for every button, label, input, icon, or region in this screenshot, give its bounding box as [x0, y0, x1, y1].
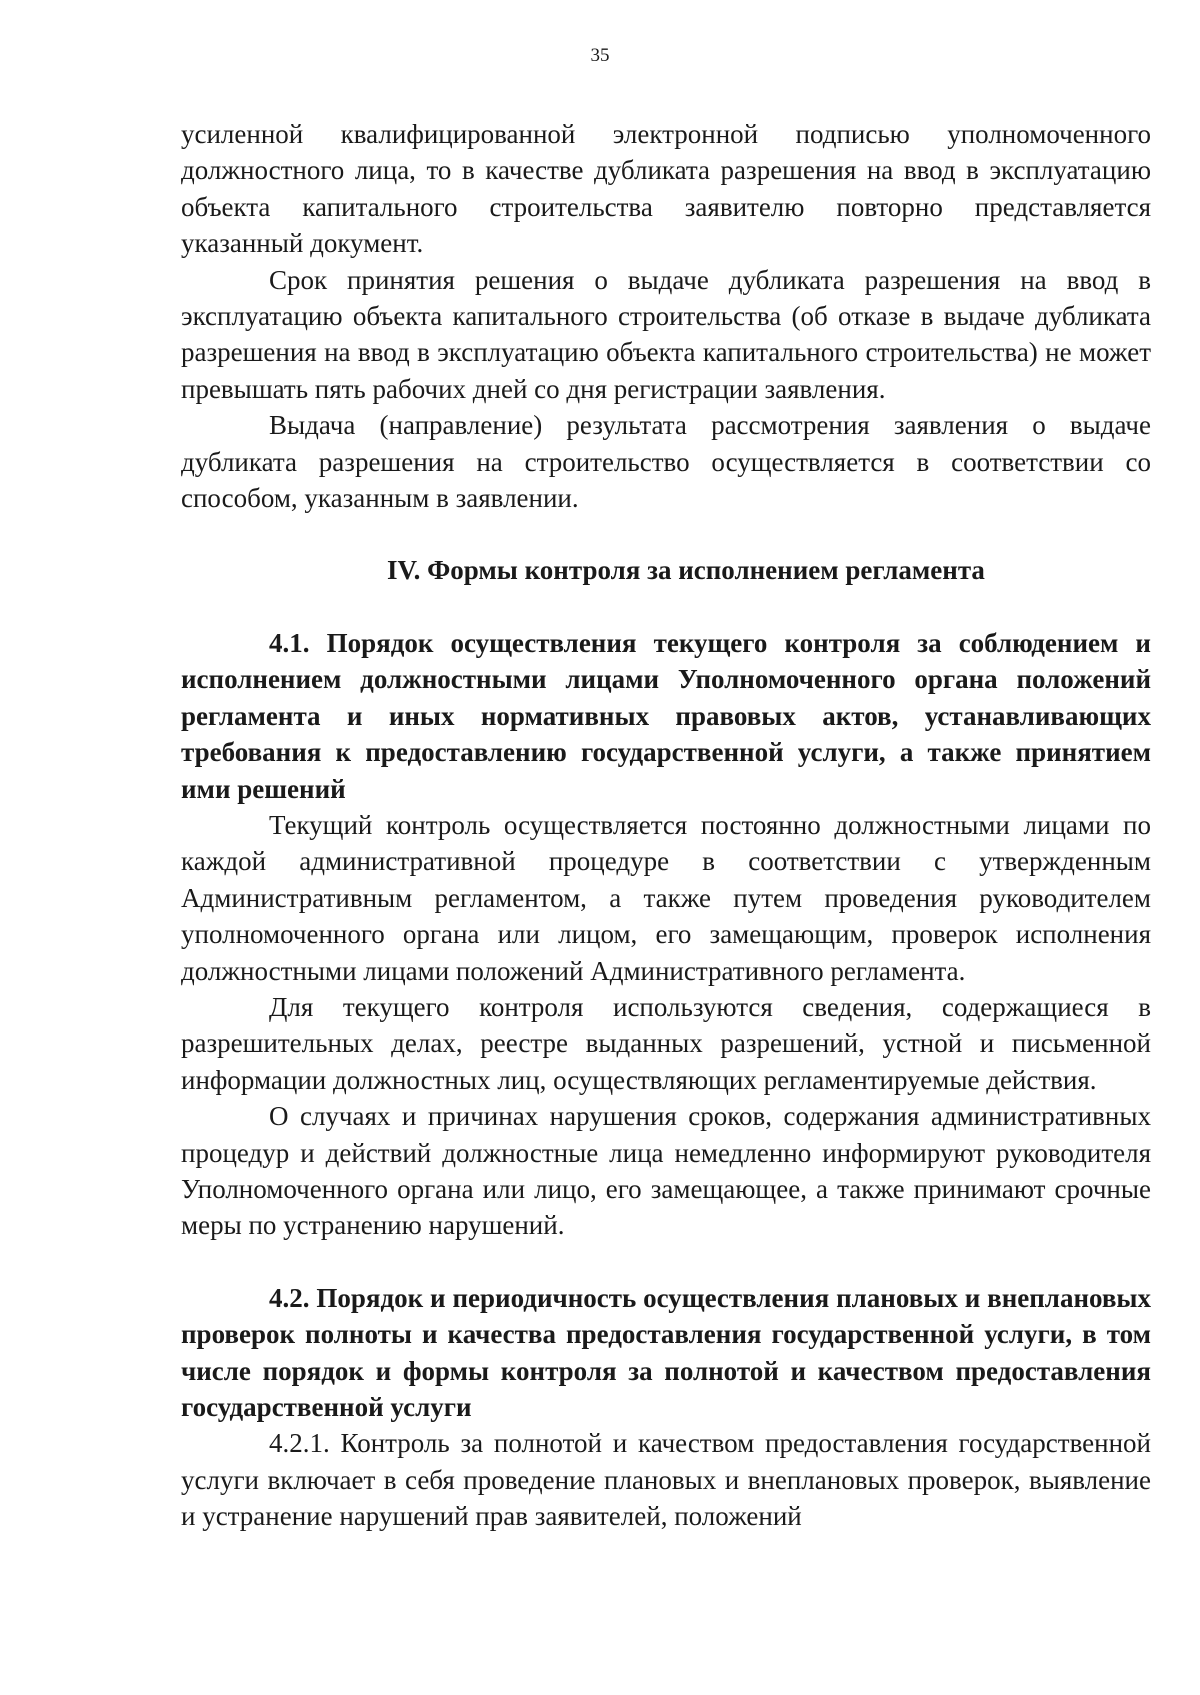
subheading-4-2: 4.2. Порядок и периодичность осуществления плановых и внеплановых проверок полноты и качества предоставления государственной услуги, в том числе порядок и формы контроля за полнотой и качеством предоставления государственной услуги: [181, 1282, 1151, 1422]
paragraph-control-sources: Для текущего контроля используются сведения, содержащиеся в разрешительных делах, реестре выданных разрешений, устной и письменной информации должностных лиц, осуществляющих регламентируемые действия.: [181, 991, 1151, 1095]
page-number: 35: [590, 45, 610, 66]
paragraph-violations: О случаях и причинах нарушения сроков, содержания административных процедур и действий должностные лица немедленно информируют руководителя Уполномоченного органа или лицо, его замещающее, а также принимают срочные меры по устранению нарушений.: [181, 1101, 1151, 1241]
paragraph-4-2-1: 4.2.1. Контроль за полнотой и качеством предоставления государственной услуги включает в себя проведение плановых и внеплановых проверок, выявление и устранение нарушений прав заявителей, положений: [181, 1428, 1151, 1532]
paragraph-current-control: Текущий контроль осуществляется постоянно должностными лицами по каждой административной процедуре в соответствии с утвержденным Административным регламентом, а также путем проведения руководителем уполномоченного органа или лицом, его замещающим, проверок исполнения должностными лицами положений Административного регламента.: [181, 809, 1151, 986]
section-heading: IV. Формы контроля за исполнением регламента: [387, 555, 985, 586]
subheading-4-1: 4.1. Порядок осуществления текущего контроля за соблюдением и исполнением должностными лицами Уполномоченного органа положений регламента и иных нормативных правовых актов, устанавливающих требования к предоставлению государственной услуги, а также принятием ими решений: [181, 627, 1151, 804]
paragraph-continuation: усиленной квалифицированной электронной подписью уполномоченного должностного лица, то в качестве дубликата разрешения на ввод в эксплуатацию объекта капитального строительства заявителю повторно представляется указанный документ.: [181, 119, 1151, 259]
paragraph-duplicate-deadline: Срок принятия решения о выдаче дубликата разрешения на ввод в эксплуатацию объекта капитального строительства (об отказе в выдаче дубликата разрешения на ввод в эксплуатацию объекта капитального строительства) не может превышать пять рабочих дней со дня регистрации заявления.: [181, 264, 1151, 404]
document-body: [181, 116, 1151, 1535]
paragraph-result-delivery: Выдача (направление) результата рассмотрения заявления о выдаче дубликата разрешения на строительство осуществляется в соответствии со способом, указанным в заявлении.: [181, 410, 1151, 514]
